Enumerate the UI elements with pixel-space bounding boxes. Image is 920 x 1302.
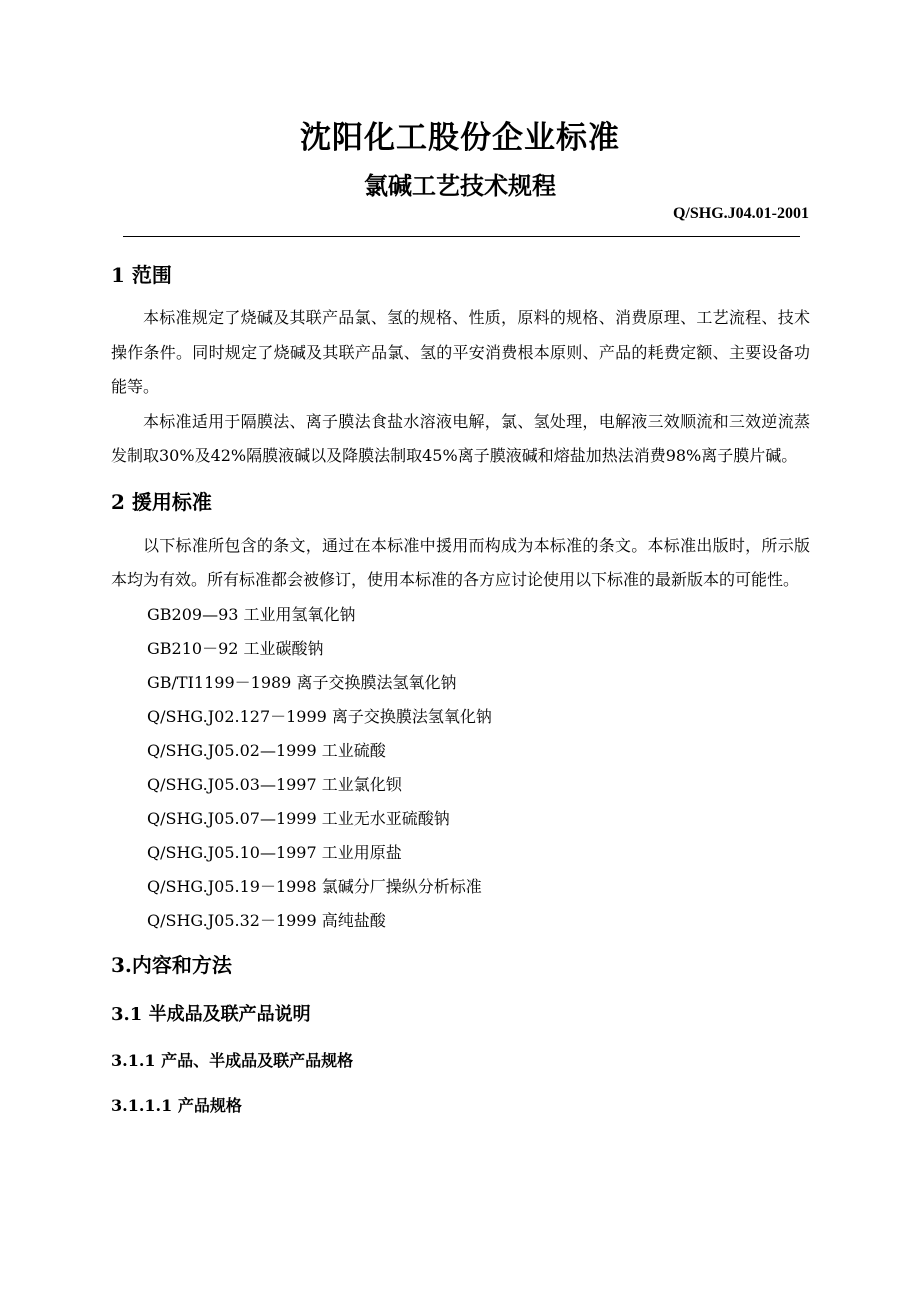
reference-item: GB210－92 工业碳酸钠 <box>147 638 324 658</box>
reference-item: Q/SHG.J05.10—1997 工业用原盐 <box>147 842 402 862</box>
header-divider <box>123 236 800 237</box>
reference-list <box>111 598 810 938</box>
reference-item: Q/SHG.J05.32－1999 高纯盐酸 <box>147 910 386 930</box>
subsection-heading: 3.1.1 产品、半成品及联产品规格 <box>111 1050 354 1070</box>
section-heading-references: 2 援用标准 <box>111 489 212 514</box>
reference-item: GB/TI1199－1989 离子交换膜法氢氧化钠 <box>147 672 457 692</box>
reference-item: Q/SHG.J05.03—1997 工业氯化钡 <box>147 774 402 794</box>
scope-paragraph: 本标准适用于隔膜法、离子膜法食盐水溶液电解，氯、氢处理，电解液三效顺流和三效逆流蒸发制取30%及42%隔膜液碱以及降膜法制取45%离子膜液碱和熔盐加热法消费98%离子膜片碱。 <box>111 411 810 465</box>
reference-item: Q/SHG.J05.07—1999 工业无水亚硫酸钠 <box>147 808 450 828</box>
standard-code: Q/SHG.J04.01-2001 <box>672 205 809 222</box>
subsection-heading: 3.1 半成品及联产品说明 <box>111 1003 311 1025</box>
document-subtitle: 氯碱工艺技术规程 <box>364 171 556 200</box>
document-body <box>111 258 810 1116</box>
section-heading-content: 3.内容和方法 <box>111 952 232 977</box>
reference-item: Q/SHG.J02.127－1999 离子交换膜法氢氧化钠 <box>147 706 492 726</box>
reference-item: Q/SHG.J05.19－1998 氯碱分厂操纵分析标准 <box>147 876 482 896</box>
reference-item: Q/SHG.J05.02—1999 工业硫酸 <box>147 740 386 760</box>
references-paragraph: 以下标准所包含的条文，通过在本标准中援用而构成为本标准的条文。本标准出版时，所示版本均为有效。所有标准都会被修订，使用本标准的各方应讨论使用以下标准的最新版本的可能性。 <box>111 535 810 589</box>
scope-paragraph: 本标准规定了烧碱及其联产品氯、氢的规格、性质，原料的规格、消费原理、工艺流程、技术操作条件。同时规定了烧碱及其联产品氯、氢的平安消费根本原则、产品的耗费定额、主要设备功能等。 <box>111 308 810 396</box>
reference-item: GB209—93 工业用氢氧化钠 <box>147 604 356 624</box>
subsection-heading: 3.1.1.1 产品规格 <box>111 1095 242 1115</box>
section-heading-scope: 1 范围 <box>111 263 172 287</box>
document-title: 沈阳化工股份企业标准 <box>300 120 620 156</box>
